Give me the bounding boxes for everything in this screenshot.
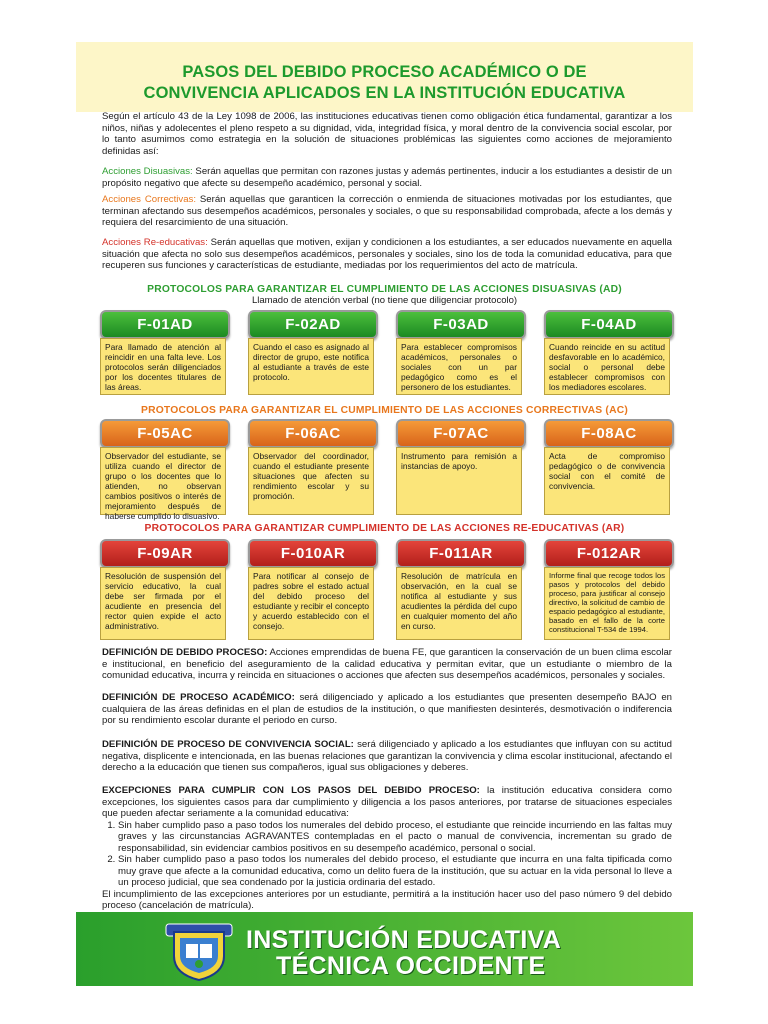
action-term: Acciones Correctivas: — [102, 194, 196, 205]
exception-item: 2. Sin haber cumplido paso a paso todos los numerales del debido proceso, el estudiante que incurra en una falta tipificada como muy grave que afecte a la comunidad educativa, como un delito fuera de la institución, que su actuar en la vida personal lo lleve a un proceso judicial, que sea condenado por la justicia ordinaria del estado. — [118, 854, 672, 889]
action-text: Serán aquellas que permitan con razones justas y además pertinentes, inducir a los estudiantes a desistir de un propósito negativo que afecte su desempeño académico, personal y social. — [102, 166, 672, 189]
footer-institution-type: TÉCNICA OCCIDENTE — [276, 952, 546, 980]
action-disuasivas — [102, 166, 672, 189]
form-desc-f011ar: Resolución de matrícula en observación, en la cual se notifica al estudiante y sus acudientes la pérdida del cupo en cualquier momento del año en curso. — [396, 567, 522, 640]
definition-term: DEFINICIÓN DE DEBIDO PROCESO: — [102, 647, 268, 658]
section-title-ad: PROTOCOLOS PARA GARANTIZAR EL CUMPLIMIENTO DE LAS ACCIONES DISUASIVAS (AD) — [147, 284, 622, 295]
exception-item: 1. Sin haber cumplido paso a paso todos los numerales del debido proceso, el estudiante que reincide incurriendo en las faltas muy graves y las circunstancias AGRAVANTES contempladas en el pacto o manual de convivencia, incrementan su grado de responsabilidad, sin evidenciar cambios positivos en su desempeño académico, personal o social. — [118, 820, 672, 855]
definition-proceso-academico — [102, 692, 672, 727]
form-button-f012ar[interactable]: F-012AR — [544, 539, 674, 568]
action-term: Acciones Disuasivas: — [102, 166, 193, 177]
form-desc-f012ar: Informe final que recoge todos los pasos y protocolos del debido proceso, para justificar al consejo directivo, la solicitud de cambio de espacio pedagógico al estudiante, basado en el fallo de la corte constitucional T-534 de 1994. — [544, 567, 670, 640]
form-desc-f01ad: Para llamado de atención al reincidir en una falta leve. Los protocolos serán diligenciados por los docentes titulares de las áreas. — [100, 338, 226, 395]
intro-paragraph: Según el artículo 43 de la Ley 1098 de 2006, las instituciones educativas tienen como obligación ética fundamental, garantizar a los niños, niñas y adolecentes el pleno respeto a su dignidad, vida, integridad física, y moral dentro de la convivencia social escolar, por lo tanto asumimos como estrategia en la solución de situaciones problémicas las siguientes como acciones de mejoramiento definidas así: — [102, 111, 672, 157]
action-text: Serán aquellas que motiven, exijan y condicionen a los estudiantes, a ser educados nuevamente en aquella situación que afecta no solo sus desempeños académicos, personales y sociales, sino los de toda la comunidad educativa, para que recuperen sus funciones y características de estudiante, mediadas por los requerimientos del acto de matrícula. — [102, 237, 672, 271]
form-desc-f03ad: Para establecer compromisos académicos, personales o sociales con un par pedagógico como es el personero de los estudiantes. — [396, 338, 522, 395]
form-desc-f05ac: Observador del estudiante, se utiliza cuando el director de grupo o los docentes que lo atienden, no observan cambios positivos o interés de mejoramiento después de haberse cumplido lo disuasivo. — [100, 447, 226, 515]
form-desc-f07ac: Instrumento para remisión a instancias de apoyo. — [396, 447, 522, 515]
action-reeducativas — [102, 237, 672, 272]
form-button-f011ar[interactable]: F-011AR — [396, 539, 526, 568]
school-shield-logo-icon — [164, 916, 234, 982]
exceptions-closing: El incumplimiento de las excepciones anteriores por un estudiante, permitirá a la institución hacer uso del paso número 9 del debido proceso (cancelación de matrícula). — [102, 888, 672, 911]
form-button-f05ac[interactable]: F-05AC — [100, 419, 230, 448]
action-correctivas — [102, 194, 672, 229]
page-title — [76, 62, 693, 104]
title-line-2: CONVIVENCIA APLICADOS EN LA INSTITUCIÓN EDUCATIVA — [143, 84, 626, 102]
definition-convivencia-social — [102, 739, 672, 774]
header-band — [76, 42, 693, 112]
form-desc-f010ar: Para notificar al consejo de padres sobre el estado actual del debido proceso del estudiante y recibir el concepto y acuerdo establecido con el consejo. — [248, 567, 374, 640]
action-text: Serán aquellas que garanticen la corrección o enmienda de situaciones motivadas por los estudiantes, que terminan afectando sus desempeños académicos, personales y sociales, o que su responsabilidad comprobada, afecte a los demás y requiera del resarcimiento de una situación. — [102, 194, 672, 228]
form-button-f08ac[interactable]: F-08AC — [544, 419, 674, 448]
form-button-f01ad[interactable]: F-01AD — [100, 310, 230, 339]
section-subtitle-ad: Llamado de atención verbal (no tiene que diligenciar protocolo) — [251, 295, 518, 306]
title-line-1: PASOS DEL DEBIDO PROCESO ACADÉMICO O DE — [182, 63, 587, 81]
definition-debido-proceso — [102, 647, 672, 682]
form-desc-f04ad: Cuando reincide en su actitud desfavorable en lo académico, social o personal debe establecer compromisos con los mediadores escolares. — [544, 338, 670, 395]
form-desc-f02ad: Cuando el caso es asignado al director de grupo, este notifica al estudiante a través de este protocolo. — [248, 338, 374, 395]
definition-term: DEFINICIÓN DE PROCESO ACADÉMICO: — [102, 692, 295, 703]
footer-institution-name: INSTITUCIÓN EDUCATIVA — [246, 926, 562, 954]
exceptions-list — [102, 820, 672, 889]
exceptions-term: EXCEPCIONES PARA CUMPLIR CON LOS PASOS DEL DEBIDO PROCESO: — [102, 785, 480, 796]
exceptions-block — [102, 785, 672, 912]
exceptions-text: la institución educativa considera como excepciones, los siguientes casos para dar cumplimiento y diligencia a los pasos anteriores, por tratarse de situaciones especiales que pueden afectar seriamente a la comunidad educativa: — [102, 785, 672, 819]
section-title-ac: PROTOCOLOS PARA GARANTIZAR EL CUMPLIMIENTO DE LAS ACCIONES CORRECTIVAS (AC) — [141, 405, 628, 416]
definition-text: será diligenciado y aplicado a los estudiantes que influyan con su actitud negativa, displicente e intencionada, en las buenas relaciones que garantizan la convivencia y clima escolar institucional, afectando el derecho a la educación que tienen sus compañeros, igual sus obligaciones y deberes. — [102, 739, 673, 773]
footer-band — [76, 912, 693, 986]
section-title-ar: PROTOCOLOS PARA GARANTIZAR CUMPLIMIENTO DE LAS ACCIONES RE-EDUCATIVAS (AR) — [144, 523, 625, 534]
definition-term: DEFINICIÓN DE PROCESO DE CONVIVENCIA SOCIAL: — [102, 739, 354, 750]
form-button-f02ad[interactable]: F-02AD — [248, 310, 378, 339]
form-button-f07ac[interactable]: F-07AC — [396, 419, 526, 448]
form-desc-f09ar: Resolución de suspensión del servicio educativo, la cual debe ser firmada por el acudiente en presencia del rector quien expide el acto administrativo. — [100, 567, 226, 640]
definition-text: Acciones emprendidas de buena FE, que garanticen la conservación de un buen clima escolar e institucional, en beneficio del aseguramiento de la calidad educativa y permitan evitar, que un estudiante o miembro de la comunidad educativa, incurra y reincida en situaciones o acciones que afecten sus desempeños académicos, personales y sociales. — [102, 647, 672, 681]
form-button-f06ac[interactable]: F-06AC — [248, 419, 378, 448]
form-button-f04ad[interactable]: F-04AD — [544, 310, 674, 339]
action-term: Acciones Re-educativas: — [102, 237, 208, 248]
form-desc-f08ac: Acta de compromiso pedagógico o de convivencia social con el comité de convivencia. — [544, 447, 670, 515]
form-button-f010ar[interactable]: F-010AR — [248, 539, 378, 568]
definition-text: será diligenciado y aplicado a los estudiantes que presenten desempeño BAJO en cualquiera de las áreas definidas en el plan de estudios de la institución, o que manifiesten desinterés, desmotivación o indiferencia por su rendimiento escolar durante el periodo en curso. — [102, 692, 672, 726]
form-button-f09ar[interactable]: F-09AR — [100, 539, 230, 568]
form-button-f03ad[interactable]: F-03AD — [396, 310, 526, 339]
poster — [76, 42, 693, 986]
form-desc-f06ac: Observador del coordinador, cuando el estudiante presente situaciones que afecten su rendimiento escolar y su promoción. — [248, 447, 374, 515]
